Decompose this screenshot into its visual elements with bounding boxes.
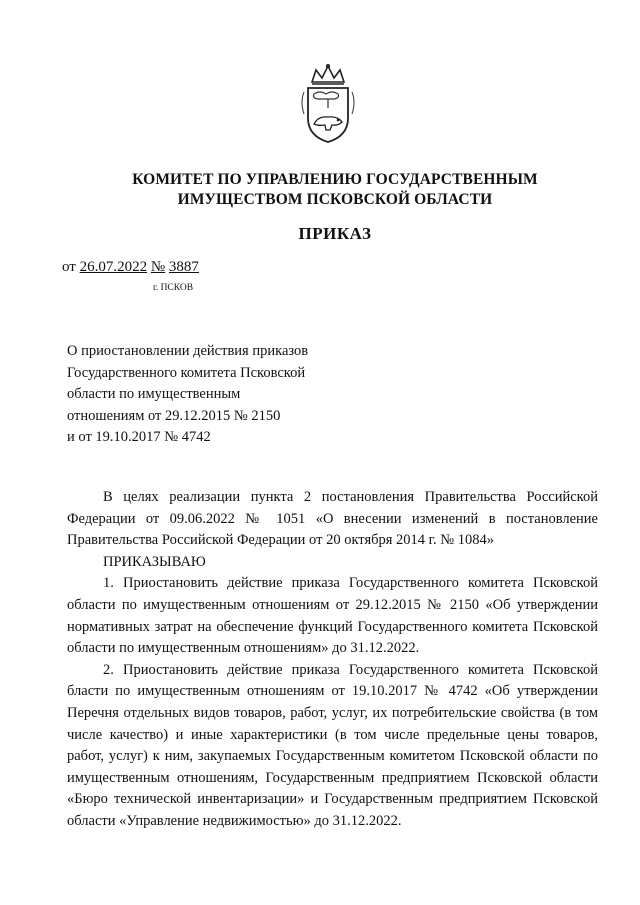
document-number: 3887 xyxy=(168,259,199,275)
pskov-coat-of-arms-icon xyxy=(298,62,358,146)
document-date: 26.07.2022 xyxy=(79,259,148,275)
subject-line: Государственного комитета Псковской xyxy=(67,364,306,381)
subject-line: области по имущественным xyxy=(67,386,241,402)
number-sign: № xyxy=(150,259,166,275)
subject-block xyxy=(67,341,367,449)
subject-line: и от 19.10.2017 № 4742 xyxy=(67,429,211,445)
subject-line: отношениям от 29.12.2015 № 2150 xyxy=(67,407,281,424)
org-line-2: ИМУЩЕСТВОМ ПСКОВСКОЙ ОБЛАСТИ xyxy=(177,191,493,208)
date-number-line xyxy=(62,259,199,276)
document-type: ПРИКАЗ xyxy=(298,224,372,243)
city: г. ПСКОВ xyxy=(153,283,194,293)
org-line-1: КОМИТЕТ ПО УПРАВЛЕНИЮ ГОСУДАРСТВЕННЫМ xyxy=(132,171,538,188)
order-body xyxy=(67,487,598,833)
order-item-1: 1. Приостановить действие приказа Государственного комитета Псковской области по имущественным отношениям от 29.12.2015 № 2150 «Об утверждении нормативных затрат на обеспечение функций Государственного комитета Псковской области по имущественным отношениям» до 31.12.2022. xyxy=(67,575,598,657)
organization-name xyxy=(60,170,610,210)
order-word: ПРИКАЗЫВАЮ xyxy=(103,553,206,570)
date-prefix: от xyxy=(62,259,76,275)
preamble-paragraph: В целях реализации пункта 2 постановления Правительства Российской Федерации от 09.06.2022 № 1051 «О внесении изменений в постановление Правительства Российской Федерации от 20 октября 2014 г. № 1084» xyxy=(67,489,598,549)
subject-line: О приостановлении действия приказов xyxy=(67,343,309,359)
order-item-2: 2. Приостановить действие приказа Государственного комитета Псковской бласти по имущественным отношениям от 19.10.2017 № 4742 «Об утверждении Перечня отдельных видов товаров, работ, услуг, их потребительские свойства (в том числе качество) и иные характеристики (в том числе предельные цены товаров, работ, услуг) к ним, закупаемых Государственным комитетом Псковской области по имущественным отношениям, Государственным предприятием Псковской области «Бюро технической инвентаризации» и Государственным предприятием Псковской области «Управление недвижимостью» до 31.12.2022. xyxy=(67,661,598,829)
